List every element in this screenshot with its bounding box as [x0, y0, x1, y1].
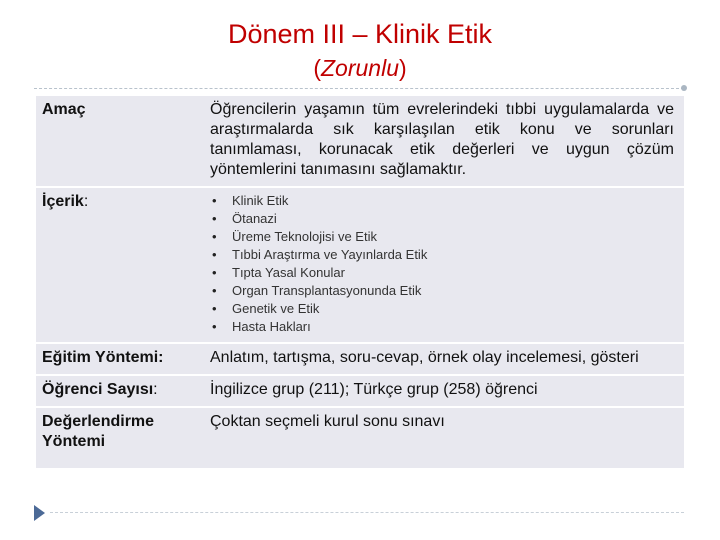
list-item: • Hasta Hakları: [210, 318, 674, 336]
list-item: • Tıpta Yasal Konular: [210, 264, 674, 282]
row-label-ogrenci-sayisi-colon: :: [153, 381, 158, 398]
table-row-egitim-yontemi: [36, 344, 684, 374]
subtitle-text: Zorunlu: [321, 55, 399, 81]
title-divider: [34, 88, 684, 89]
subtitle-close-paren: ): [398, 55, 407, 81]
topic-list: [210, 192, 674, 336]
list-item: • Klinik Etik: [210, 192, 674, 210]
list-item: • Ötanazi: [210, 210, 674, 228]
slide-title: Dönem III – Klinik Etik: [227, 19, 493, 49]
bottom-divider: [50, 512, 684, 513]
row-label-icerik: [36, 188, 198, 342]
subtitle-open-paren: (: [313, 55, 321, 81]
list-item: • Tıbbi Araştırma ve Yayınlarda Etik: [210, 246, 674, 264]
list-item: • Üreme Teknolojisi ve Etik: [210, 228, 674, 246]
row-value-egitim-yontemi: Anlatım, tartışma, soru-cevap, örnek olay incelemesi, gösteri: [202, 344, 684, 374]
course-info-table: [36, 94, 684, 470]
table-row-ogrenci-sayisi: [36, 376, 684, 406]
list-item: • Organ Transplantasyonunda Etik: [210, 282, 674, 300]
slide-title-block: [0, 16, 720, 84]
row-label-amac: Amaç: [36, 96, 198, 186]
table-row-amac: [36, 96, 684, 186]
row-value-ogrenci-sayisi: İngilizce grup (211); Türkçe grup (258) öğrenci: [202, 376, 684, 406]
table-row-icerik: [36, 188, 684, 342]
row-label-degerlendirme: Değerlendirme Yöntemi: [36, 408, 198, 468]
row-label-icerik-text: İçerik: [42, 193, 84, 210]
row-label-ogrenci-sayisi-text: Öğrenci Sayısı: [42, 381, 154, 398]
slide-subtitle: [0, 52, 720, 84]
row-value-degerlendirme: Çoktan seçmeli kurul sonu sınavı: [202, 408, 684, 468]
row-value-amac: Öğrencilerin yaşamın tüm evrelerindeki tıbbi uygulamalarda ve araştırmalarda sık karşılaşılan etik konu ve sorunları tanımlaması, korunacak etik değerleri ve uygun çözüm yöntemlerini tanımasını sağlamaktır.: [202, 96, 684, 186]
table-row-degerlendirme: [36, 408, 684, 468]
play-arrow-icon: [34, 505, 45, 521]
row-value-icerik: [202, 188, 684, 342]
row-label-egitim-yontemi: Eğitim Yöntemi:: [36, 344, 198, 374]
row-label-ogrenci-sayisi: [36, 376, 198, 406]
list-item: • Genetik ve Etik: [210, 300, 674, 318]
row-label-icerik-colon: :: [83, 193, 89, 210]
divider-end-dot: [681, 85, 687, 91]
